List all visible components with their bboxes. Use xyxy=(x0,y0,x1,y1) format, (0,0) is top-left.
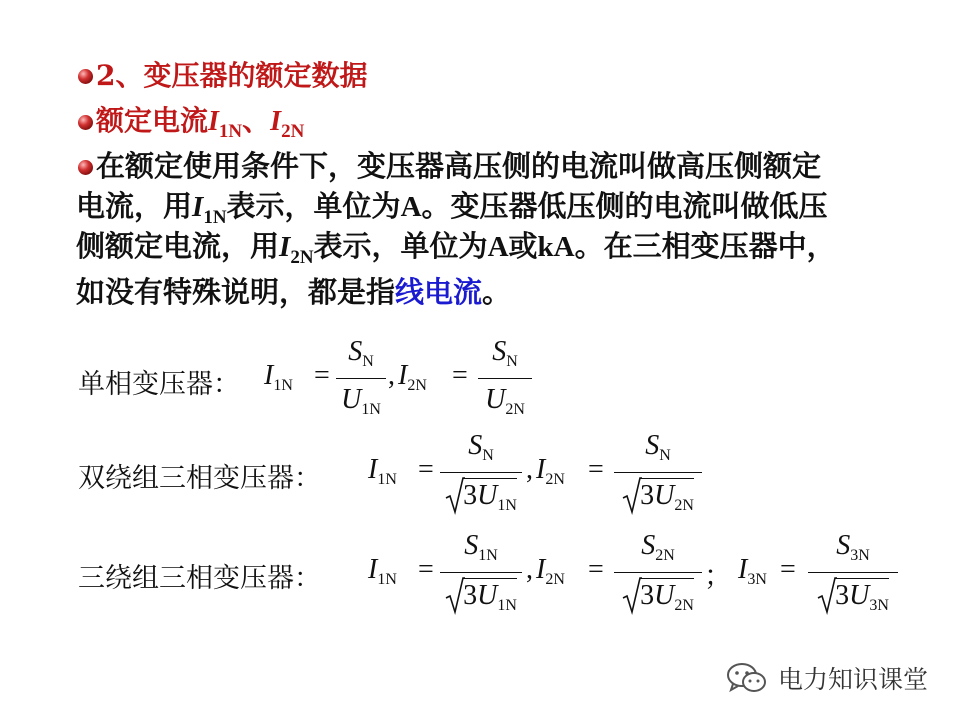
lhs-i2: $I_{2N}$ xyxy=(536,554,565,588)
formula-single-phase: 单相变压器： $I_{1N}$ = $S_N$ $U_{1N}$ , $I_{2N}$ = $S_N$ $U_{2N}$ xyxy=(78,334,598,424)
equals-sign: = xyxy=(418,554,434,585)
var-sub: 1N xyxy=(203,207,227,228)
equals-sign: = xyxy=(780,554,796,585)
lhs-i2: $I_{2N}$ xyxy=(398,360,427,394)
bullet-icon xyxy=(78,160,93,175)
subsection-prefix: 额定电流 xyxy=(96,104,209,137)
paragraph-text: 侧额定电流，用 xyxy=(76,229,280,263)
bullet-icon xyxy=(78,115,93,130)
formula-two-winding: 双绕组三相变压器： $I_{1N}$ = $S_N$ $3U_{1N}$ , $I_{2N}$ = $S_N$ $3U_{2N}$ xyxy=(78,428,718,518)
equals-sign: = xyxy=(452,360,468,391)
paragraph-text: 。 xyxy=(482,275,512,309)
separator: 、 xyxy=(242,104,271,137)
paragraph-text: 如没有特殊说明，都是指 xyxy=(76,275,396,309)
equals-sign: = xyxy=(418,454,434,485)
var-i: I xyxy=(192,191,204,223)
comma: , xyxy=(526,554,533,585)
lhs-i2: $I_{2N}$ xyxy=(536,454,565,488)
paragraph-text: 电流，用 xyxy=(76,189,193,223)
watermark xyxy=(726,660,928,696)
paragraph-line xyxy=(96,148,821,184)
lhs-i1: $I_{1N}$ xyxy=(368,554,397,588)
paragraph-text: 。变压器低压侧的电流叫做低压 xyxy=(421,189,828,223)
watermark-text: 电力知识课堂 xyxy=(777,665,928,694)
unit-text: A或kA xyxy=(487,231,575,263)
paragraph-text: 表示，单位为 xyxy=(226,189,401,223)
formula-three-winding: 三绕组三相变压器： $I_{1N}$ = $S_{1N}$ $3U_{1N}$ , $I_{2N}$ = $S_{2N}$ $3U_{2N}$ ； $I_{3N}$ = $S_{3N}$ $3U_{3N}$ xyxy=(78,528,918,618)
lhs-i1: $I_{1N}$ xyxy=(368,454,397,488)
var-sub: 2N xyxy=(290,247,314,268)
paragraph-text: 表示，单位为 xyxy=(313,229,488,263)
unit-text: A xyxy=(400,191,422,223)
var-i: I xyxy=(208,106,219,137)
section-title xyxy=(96,58,367,94)
paragraph-line xyxy=(76,228,836,276)
wechat-icon xyxy=(726,662,768,694)
term-highlight: 线电流 xyxy=(395,275,483,309)
formula-label: 三绕组三相变压器： xyxy=(78,563,321,594)
paragraph-text: 。在三相变压器中， xyxy=(574,229,836,263)
formula-label: 双绕组三相变压器： xyxy=(78,463,321,494)
subsection-title xyxy=(96,103,304,150)
formula-label: 单相变压器： xyxy=(78,369,240,400)
equals-sign: = xyxy=(314,360,330,391)
comma: , xyxy=(388,360,395,391)
var-i: I xyxy=(270,106,282,137)
section-title-text: 2、变压器的额定数据 xyxy=(96,59,368,92)
equals-sign: = xyxy=(588,454,604,485)
equals-sign: = xyxy=(588,554,604,585)
paragraph-line xyxy=(76,274,511,310)
comma: , xyxy=(526,454,533,485)
bullet-icon xyxy=(78,69,93,84)
var-i: I xyxy=(279,231,291,263)
semicolon: ； xyxy=(704,561,733,592)
var-sub: 2N xyxy=(281,121,305,142)
var-sub: 1N xyxy=(218,121,243,142)
lhs-i3: $I_{3N}$ xyxy=(738,554,767,588)
paragraph-text: 在额定使用条件下，变压器高压侧的电流叫做高压侧额定 xyxy=(96,149,822,183)
lhs-i1: $I_{1N}$ xyxy=(264,360,293,394)
